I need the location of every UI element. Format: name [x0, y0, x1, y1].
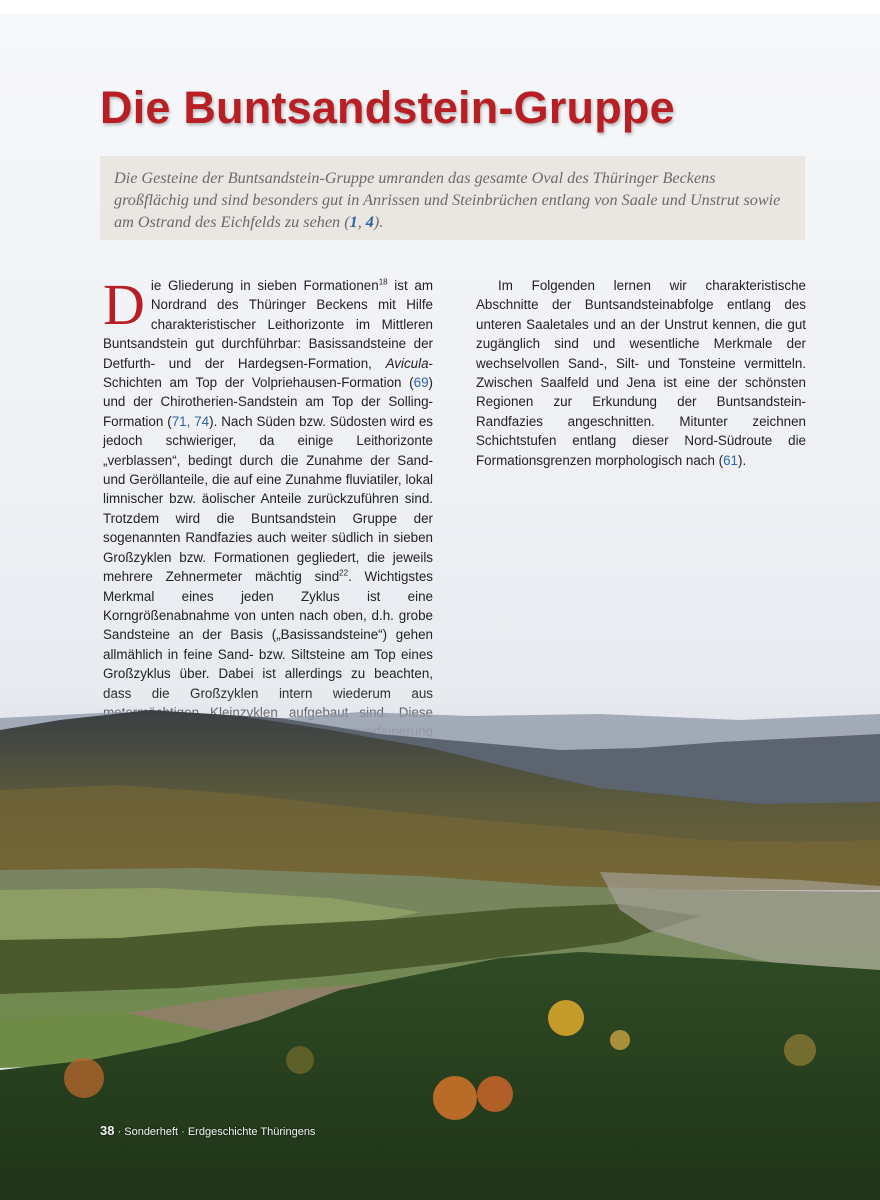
footnote-ref-18[interactable]: 18	[378, 277, 388, 287]
drop-cap: D	[103, 272, 145, 337]
body-paragraph-2	[476, 276, 806, 470]
figure-ref-69[interactable]: 69	[413, 375, 429, 391]
autumn-tree	[610, 1030, 630, 1050]
figure-ref-71-74[interactable]: 71, 74	[171, 413, 210, 429]
page-number: 38	[100, 1123, 115, 1138]
italic-term-avicula: Avicula	[385, 355, 429, 371]
autumn-tree	[286, 1046, 314, 1074]
autumn-tree	[477, 1076, 513, 1112]
body-text: ist am Nordrand des Thüringer Beckens mit Hilfe charakteristischer Leithorizonte im Mittleren Buntsandstein gut durchführbar: Basissandsteine der Detfurth- und der Hardegsen-Formation,	[103, 278, 433, 371]
intro-ref-separator: ,	[357, 213, 366, 231]
page-top-band	[0, 0, 880, 14]
autumn-tree	[784, 1034, 816, 1066]
body-text: ) und der Chirotherien-Sandstein am Top der Solling-Formation (	[103, 375, 433, 429]
publication-name: · Sonderheft · Erdgeschichte Thüringens	[114, 1126, 316, 1138]
intro-box	[100, 156, 805, 240]
intro-text-start: Die Gesteine der Buntsandstein-Gruppe umranden das gesamte Oval des Thüringer Beckens großflächig und sind besonders gut in Anrissen und Steinbrüchen entlang von Saale und Unstrut sowie am Ostrand des Eichfelds zu sehen (	[114, 169, 781, 231]
autumn-tree	[548, 1000, 584, 1036]
intro-figure-ref-4[interactable]: 4	[365, 213, 374, 231]
text-column-right	[476, 276, 806, 470]
footnote-ref-22[interactable]: 22	[339, 568, 349, 578]
body-text: -Schichten am Top der Volpriehausen-Formation (	[103, 355, 433, 391]
figure-ref-61[interactable]: 61	[723, 452, 739, 468]
body-text: ).	[738, 452, 747, 468]
body-text: ie Gliederung in sieben Formationen	[150, 278, 379, 293]
intro-text	[114, 167, 791, 233]
autumn-tree	[433, 1076, 477, 1120]
page-title: Die Buntsandstein-Gruppe	[100, 82, 675, 133]
intro-text-end: ).	[373, 213, 384, 231]
intro-figure-ref-1[interactable]: 1	[349, 213, 358, 231]
body-text: Im Folgenden lernen wir charakteristische Abschnitte der Buntsandsteinabfolge entlang des unteren Saaletales und an der Unstrut kennen, die gut zugänglich sind und wesentliche Merkmale der wechselvollen Sand-, Silt- und Tonsteine vermitteln. Zwischen Saalfeld und Jena ist eine der schönsten Regionen zur Erkundung der Buntsandstein-Randfazies angeschnitten. Mitunter zeichnen Schichtstufen entlang dieser Nord-Südroute die Formationsgrenzen morphologisch nach (	[476, 278, 806, 468]
autumn-tree	[64, 1058, 104, 1098]
body-text: ). Nach Süden bzw. Südosten wird es jedoch schwieriger, da einige Leithorizonte „verblassen“, bedingt durch die Zunahme der Sand- und Geröllanteile, die auf eine Zunahme fluviatiler, lokal limnischer bzw. äolischer Anteile zurückzuführen sind. Trotzdem wird die Buntsandstein Gruppe der sogenannten Randfazies auch weiter südlich in sieben Großzyklen bzw. Formationen gegliedert, die jeweils mehrere Zehnermeter mächtig sind	[103, 413, 433, 585]
body-text: . Wichtigstes Merkmal eines jeden Zyklus ist eine Korngrößenabnahme von unten nach oben, d.h. grobe Sandsteine an der Basis („Basissandsteine“) gehen allmählich in feine Sand- bzw. Siltsteine am Top eines Großzyklus über. Dabei ist allerdings zu beachten,	[103, 569, 433, 682]
page-footer	[100, 1123, 315, 1138]
